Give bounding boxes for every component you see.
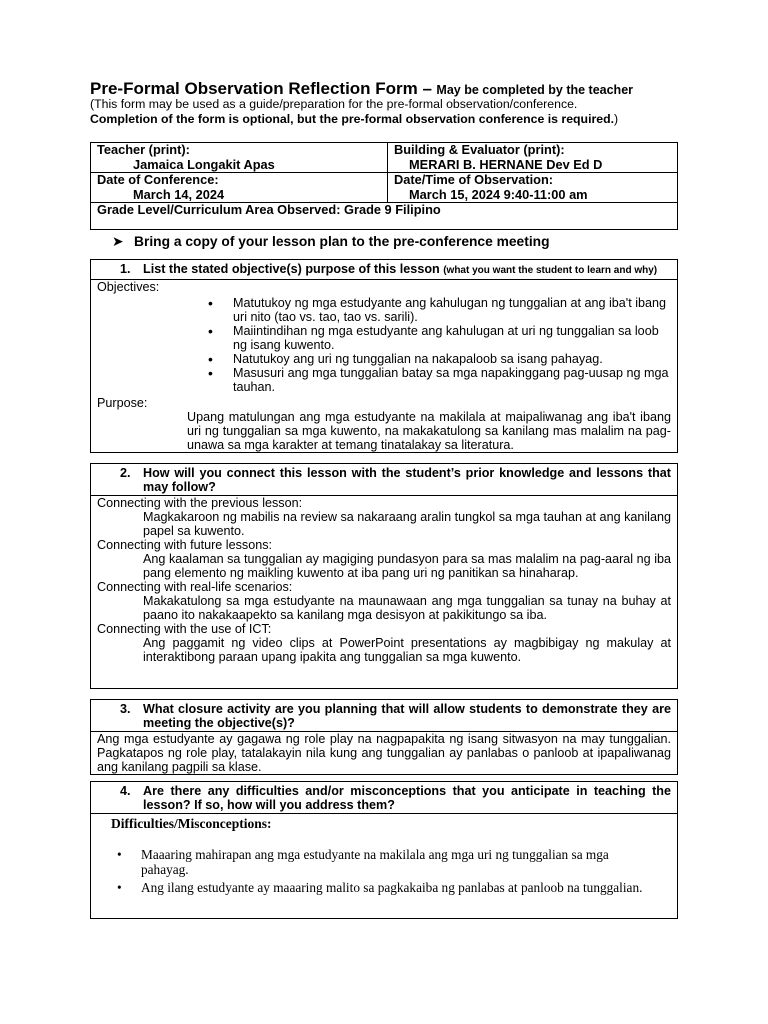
question-4-header <box>91 782 677 814</box>
evaluator-value: MERARI B. HERNANE Dev Ed D <box>409 156 603 172</box>
question-1-text: List the stated objective(s) purpose of this lesson <box>143 262 440 276</box>
question-1-header <box>91 260 677 280</box>
connection-text: Ang kaalaman sa tunggalian ay magiging pundasyon para sa mas malalim na pag-aaral ng iba pang elemento ng maikling kuwento at iba pang uri ng panitikan sa hinaharap. <box>143 552 671 580</box>
question-2-box <box>90 463 678 689</box>
bring-lesson-plan-note <box>112 234 550 250</box>
objectives-list <box>97 294 671 396</box>
objectives-label: Objectives: <box>97 280 160 294</box>
conference-value: March 14, 2024 <box>133 186 225 202</box>
purpose-text: Upang matulungan ang mga estudyante na makilala at maipaliwanag ang iba't ibang uri ng tunggalian sa mga kuwento, na makakatulong sa kanilang mas malalim na pag-unawa sa mga karakter at temang tinatalakay sa literatura. <box>187 410 671 452</box>
difficulties-label: Difficulties/Misconceptions: <box>111 816 272 831</box>
question-2-text: How will you connect this lesson with the student’s prior knowledge and lessons that may follow? <box>143 466 671 494</box>
difficulty-item: • Maaaring mahirapan ang mga estudyante na makilala ang mga uri ng tunggalian sa mga pahayag. <box>141 847 647 877</box>
form-subtitle: (This form may be used as a guide/preparation for the pre-formal observation/conference. <box>90 97 578 111</box>
grade-level-cell <box>91 203 678 230</box>
observation-value: March 15, 2024 9:40-11:00 am <box>409 186 588 202</box>
teacher-value: Jamaica Longakit Apas <box>133 156 275 172</box>
connection-label: Connecting with the use of ICT: <box>97 622 272 636</box>
objective-item: • Natutukoy ang uri ng tunggalian na nakapaloob sa isang pahayag. <box>233 352 671 366</box>
question-3-text: What closure activity are you planning that will allow students to demonstrate they are meeting the objective(s)? <box>143 702 671 730</box>
difficulty-item: • Ang ilang estudyante ay maaaring malito sa pagkakaiba ng panlabas at panloob na tunggalian. <box>141 880 647 895</box>
arrow-bullet-icon: ➤ <box>112 234 124 249</box>
question-1-number: 1. <box>120 262 131 276</box>
connection-text: Ang paggamit ng video clips at PowerPoint presentations ay magbibigay ng makulay at interaktibong paraan upang ipakita ang tunggalian sa mga kuwento. <box>143 636 671 664</box>
question-3-body <box>91 732 677 774</box>
connection-label: Connecting with the previous lesson: <box>97 496 303 510</box>
connection-label: Connecting with real-life scenarios: <box>97 580 293 594</box>
objective-item: • Matutukoy ng mga estudyante ang kahulugan ng tunggalian at ang iba't ibang uri nito (tao vs. tao, tao vs. sarili). <box>233 296 671 324</box>
question-4-number: 4. <box>120 784 131 798</box>
info-table <box>90 142 678 230</box>
question-3-box <box>90 699 678 775</box>
question-4-text: Are there any difficulties and/or misconceptions that you anticipate in teaching the lesson? If so, how will you address them? <box>143 784 671 812</box>
question-1-note: (what you want the student to learn and why) <box>443 265 658 276</box>
closure-activity-text: Ang mga estudyante ay gagawa ng role play na nagpapakita ng isang sitwasyon na may tunggalian. Pagkatapos ng role play, tatalakayin nila kung ang tunggalian ay panlabas o panloob at ipapaliwanag ang kanilang pagpili sa klase. <box>97 732 671 774</box>
objective-item: • Maiintindihan ng mga estudyante ang kahulugan at uri ng tunggalian sa loob ng isang kuwento. <box>233 324 671 352</box>
connection-text: Magkakaroon ng mabilis na review sa nakaraang aralin tungkol sa mga tauhan at ang kanilang papel sa kuwento. <box>143 510 671 538</box>
question-4-box <box>90 781 678 919</box>
question-1-body <box>91 280 677 452</box>
connection-label: Connecting with future lessons: <box>97 538 273 552</box>
form-title-main: Pre-Formal Observation Reflection Form – <box>90 79 432 98</box>
grade-level-text: Grade Level/Curriculum Area Observed: Grade 9 Filipino <box>97 202 441 217</box>
observation-cell <box>388 173 678 203</box>
teacher-cell <box>91 143 388 173</box>
question-3-number: 3. <box>120 702 131 716</box>
conference-label: Date of Conference: <box>97 172 219 187</box>
question-1-box <box>90 259 678 453</box>
conference-cell <box>91 173 388 203</box>
form-title-note: May be completed by the teacher <box>436 83 634 97</box>
form-title <box>90 79 633 99</box>
form-instruction-text: Completion of the form is optional, but the pre-formal observation conference is required. <box>90 112 615 126</box>
question-2-header <box>91 464 677 496</box>
question-3-header <box>91 700 677 732</box>
connection-text: Makakatulong sa mga estudyante na maunawaan ang mga tunggalian sa tunay na buhay at paano ito nakakaapekto sa kanilang mga desisyon at pakikitungo sa iba. <box>143 594 671 622</box>
evaluator-label: Building & Evaluator (print): <box>394 142 565 157</box>
observation-label: Date/Time of Observation: <box>394 172 554 187</box>
form-instruction <box>90 112 618 126</box>
teacher-label: Teacher (print): <box>97 142 190 157</box>
question-2-body <box>91 496 677 664</box>
question-2-number: 2. <box>120 466 131 480</box>
purpose-label: Purpose: <box>97 396 148 410</box>
objective-item: • Masusuri ang mga tunggalian batay sa mga napakinggang pag-uusap ng mga tauhan. <box>233 366 671 394</box>
bring-note-text: Bring a copy of your lesson plan to the pre-conference meeting <box>134 234 550 249</box>
difficulties-list <box>91 847 677 912</box>
evaluator-cell <box>388 143 678 173</box>
form-instruction-end: ) <box>614 112 619 126</box>
